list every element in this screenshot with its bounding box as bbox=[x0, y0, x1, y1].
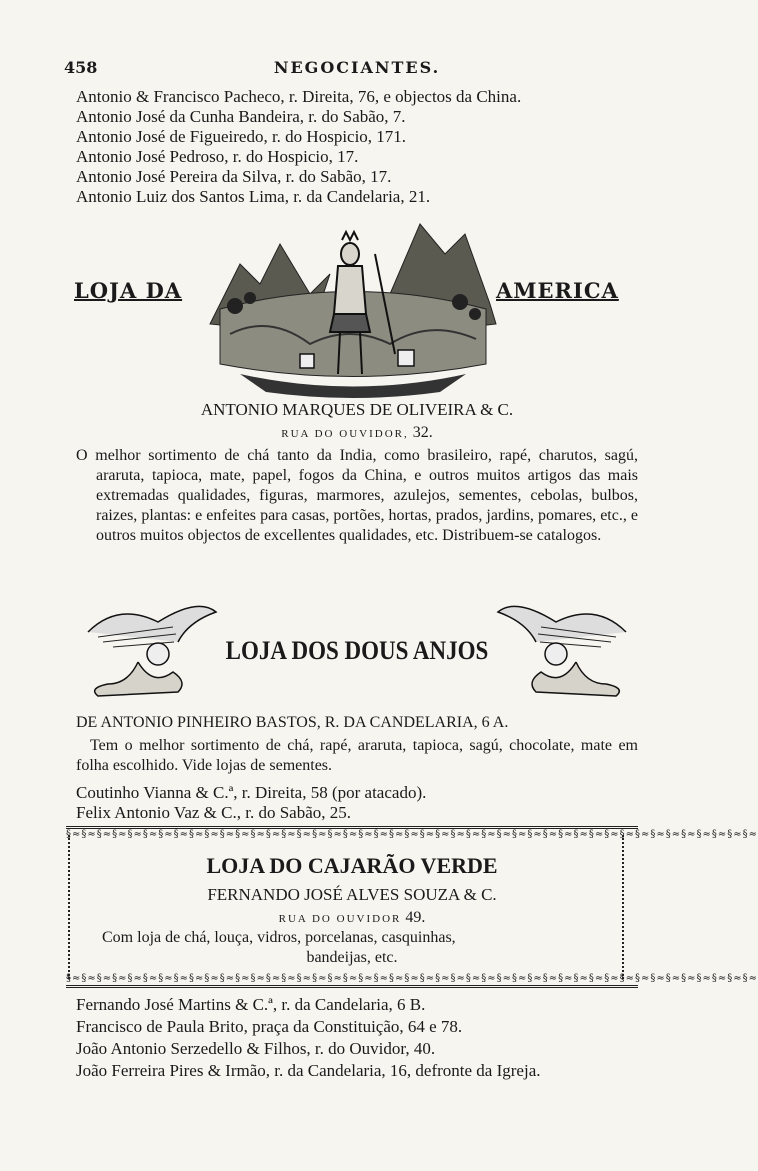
america-word-left: LOJA DA bbox=[74, 278, 183, 303]
entry-line: Coutinho Vianna & C.ª, r. Direita, 58 (por atacado). bbox=[76, 783, 427, 802]
cajarao-title: LOJA DO CAJARÃO VERDE bbox=[206, 853, 498, 878]
entry-line: Antonio José da Cunha Bandeira, r. do Sabão, 7. bbox=[76, 107, 406, 126]
left-angel-illustration bbox=[78, 592, 218, 700]
entry-line: Francisco de Paula Brito, praça da Constituição, 64 e 78. bbox=[76, 1017, 463, 1036]
ornamental-border-top: §≈§≈§≈§≈§≈§≈§≈§≈§≈§≈§≈§≈§≈§≈§≈§≈§≈§≈§≈§≈§≈§≈§≈§≈§≈§≈§≈§≈§≈§≈§≈§≈§≈§≈§≈§≈§≈§≈§≈§≈§≈§≈§≈§≈§≈ bbox=[66, 829, 758, 840]
anjos-body bbox=[76, 736, 638, 776]
entry-line: Antonio José de Figueiredo, r. do Hospicio, 171. bbox=[76, 127, 407, 146]
entry-line: Antonio José Pereira da Silva, r. do Sabão, 17. bbox=[76, 167, 392, 186]
america-address bbox=[74, 424, 640, 442]
cajarao-body-line-1: Com loja de chá, louça, vidros, porcelanas, casquinhas, bbox=[102, 929, 456, 946]
page-number: 458 bbox=[64, 58, 98, 77]
entry-line: Antonio José Pedroso, r. do Hospicio, 17. bbox=[76, 147, 359, 166]
america-body-text: O melhor sortimento de chá tanto da India, como brasileiro, rapé, charutos, sagú, araruta, tapioca, mate, papel, fogos da China, e outros muitos artigos das mais extremadas qualidades, figuras, marmores, azulejos, sementes, cebolas, bulbos, raizes, plantas: e enfeites para casas, portões, hortas, prados, jardins, pomares, etc., e outros muitos objectos de excellentes qualidades, etc. Distribuem-se catalogos. bbox=[76, 447, 638, 544]
cajarao-street: RUA DO OUVIDOR bbox=[278, 913, 402, 925]
entry-line: Antonio & Francisco Pacheco, r. Direita, 76, e objectos da China. bbox=[76, 87, 522, 106]
america-engraving-illustration bbox=[210, 214, 496, 394]
right-angel-illustration bbox=[496, 592, 636, 700]
america-body bbox=[76, 446, 638, 546]
america-number: 32. bbox=[412, 424, 433, 441]
cajarao-ad-frame bbox=[66, 826, 758, 988]
entry-line: João Antonio Serzedello & Filhos, r. do Ouvidor, 40. bbox=[76, 1039, 436, 1058]
cajarao-body-line-2: bandeijas, etc. bbox=[306, 949, 398, 966]
america-owner: ANTONIO MARQUES DE OLIVEIRA & C. bbox=[200, 400, 514, 419]
page-header bbox=[64, 58, 640, 80]
anjos-owner-line: DE ANTONIO PINHEIRO BASTOS, R. DA CANDELARIA, 6 A. bbox=[76, 714, 509, 731]
section-title: NEGOCIANTES. bbox=[273, 58, 441, 77]
america-word-right: AMERICA bbox=[496, 278, 619, 303]
entry-line: João Ferreira Pires & Irmão, r. da Candelaria, 16, defronte da Igreja. bbox=[76, 1061, 541, 1080]
cajarao-number: 49. bbox=[405, 909, 426, 926]
cajarao-address bbox=[66, 909, 638, 927]
cajarao-owner: FERNANDO JOSÉ ALVES SOUZA & C. bbox=[207, 885, 497, 904]
entry-line: Felix Antonio Vaz & C., r. do Sabão, 25. bbox=[76, 803, 351, 822]
ornamental-border-bottom: §≈§≈§≈§≈§≈§≈§≈§≈§≈§≈§≈§≈§≈§≈§≈§≈§≈§≈§≈§≈§≈§≈§≈§≈§≈§≈§≈§≈§≈§≈§≈§≈§≈§≈§≈§≈§≈§≈§≈§≈§≈§≈§≈§≈§≈ bbox=[66, 973, 758, 984]
anjos-body-text: Tem o melhor sortimento de chá, rapé, araruta, tapioca, sagú, chocolate, mate em folha escolhido. Vide lojas de sementes. bbox=[76, 737, 638, 774]
anjos-title: LOJA DOS DOUS ANJOS bbox=[225, 636, 489, 665]
entry-line: Antonio Luiz dos Santos Lima, r. da Candelaria, 21. bbox=[76, 187, 431, 206]
entry-line: Fernando José Martins & C.ª, r. da Candelaria, 6 B. bbox=[76, 995, 426, 1014]
america-street: RUA DO OUVIDOR, bbox=[281, 428, 409, 440]
